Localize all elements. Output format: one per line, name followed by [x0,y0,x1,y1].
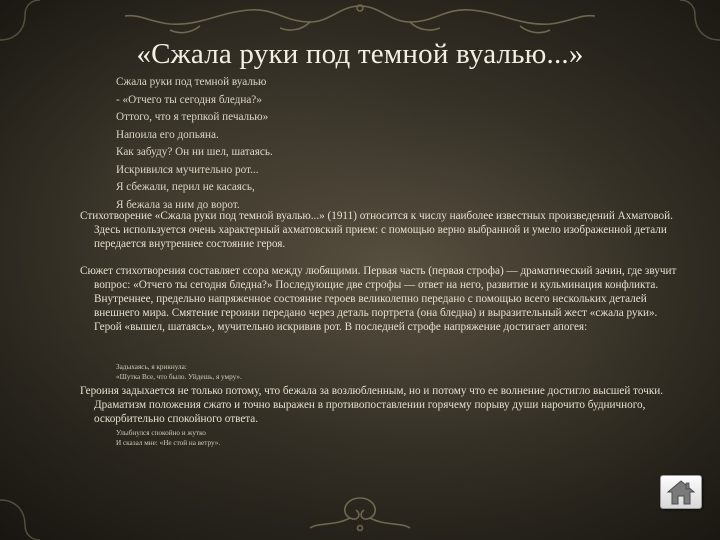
quote-block [116,362,516,382]
poem-line: Искривился мучительно рот... [116,163,259,176]
poem-line: Сжала руки под темной вуалью [116,76,267,88]
quote-line: И сказал мне: «Не стой на ветру». [116,439,221,447]
poem-line: Я бежала за ним до ворот. [116,198,240,211]
poem-line: Как забуду? Он ни шел, шатаясь. [116,146,273,158]
paragraph-intro: Стихотворение «Сжала руки под темной вуалью...» (1911) относится к числу наиболее известных произведений Ахматовой. Здесь используется очень характерный ахматовский прием: с помощью верно выбранной и умело изображенной детали передается внутреннее состояние героя. [80,210,673,250]
quote-block [116,428,516,448]
quote-line: Улыбнулся спокойно и жутко [116,429,206,437]
paragraph-heroine: Героиня задыхается не только потому, что бежала за возлюбленным, но и потому что ее волнение достигло высшей точки. Драматизм положения сжато и точно выражен в противопоставлении горячему порыву души нарочито будничного, оскорбительно спокойного ответа. [80,385,664,425]
poem-line: - «Отчего ты сегодня бледна?» [116,93,262,106]
corner-ornament-bottom-left [0,470,70,540]
poem-line: Напоила его допьяна. [116,128,219,141]
quote-line: Задыхаясь, я крикнула: [116,363,187,371]
home-button[interactable] [660,475,702,509]
poem-block [116,74,536,214]
paragraph-plot: Сюжет стихотворения составляет ссора между любящими. Первая часть (первая строфа) — драматический зачин, где звучит вопрос: «Отчего ты сегодня бледна?» Последующие две строфы — ответ на него, развитие и кульминация конфликта. Внутреннее, предельно напряженное состояние героев великолепно передано с помощью всего нескольких деталей внешнего мира. Смятение героини передано через деталь портрета (она бледна) и выразительный жест «сжала руки». Герой «вышел, шатаясь», мучительно искривив рот. В последней строфе напряжение достигает апогея: [80,265,677,333]
bottom-ornament [300,488,420,538]
home-icon [665,478,697,506]
top-ornament [80,0,640,40]
poem-line: Я сбежали, перил не касаясь, [116,181,255,193]
poem-line: Оттого, что я терпкой печалью» [116,111,269,123]
quote-line: «Шутка Все, что было. Уйдешь, я умру». [116,373,242,381]
slide-title: «Сжала руки под темной вуалью...» [136,38,584,70]
